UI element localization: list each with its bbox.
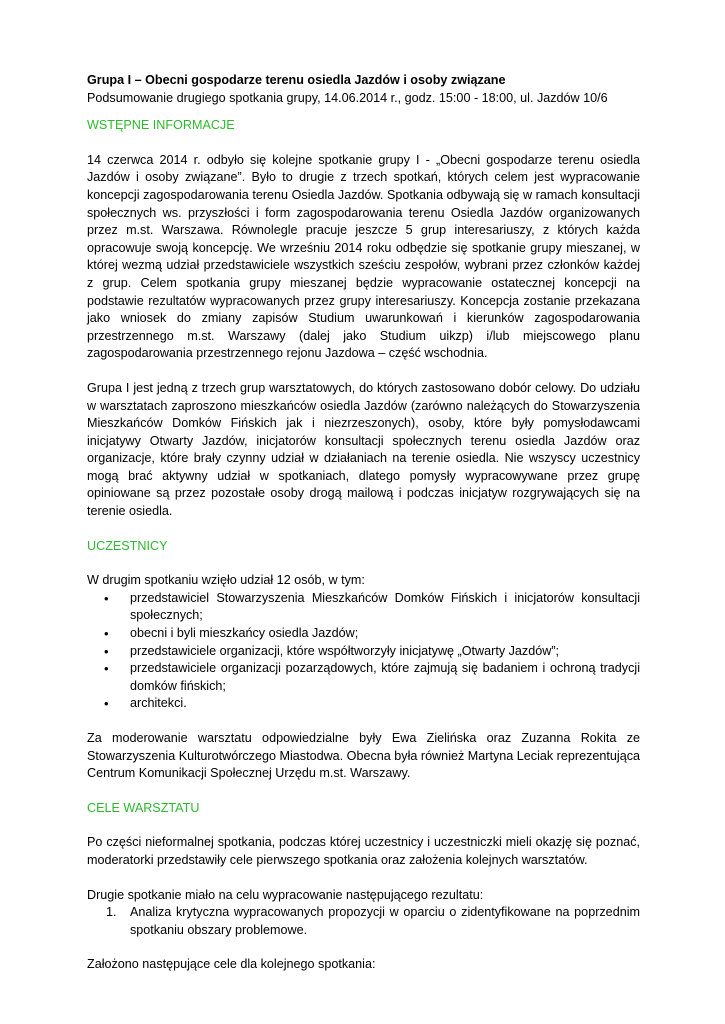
bullet-icon: • (104, 661, 109, 677)
section-heading-goals: CELE WARSZTATU (87, 800, 200, 815)
list-item (104, 625, 640, 643)
intro-paragraph-1: 14 czerwca 2014 r. odbyło się kolejne spotkanie grupy I - „Obecni gospodarze terenu osiedla Jazdów i osoby związane”. Było to drugie z trzech spotkań, których celem jest wypracowanie koncepcji zagospodarowania terenu Osiedla Jazdów. Spotkania odbywają się w ramach konsultacji społecznych ws. przyszłości i form zagospodarowania terenu Osiedla Jazdów organizowanych przez m.st. Warszawa. Równolegle pracuje jeszcze 5 grup interesariuszy, z których każda opracowuje swoją koncepcję. We wrześniu 2014 roku odbędzie się spotkanie grupy mieszanej, w której wezmą udział przedstawiciele wszystkich sześciu zespołów, wybrani przez członków każdej z grup. Celem spotkania grupy mieszanej będzie wypracowanie ostatecznej koncepcji na podstawie rezultatów wypracowanych przez grupy interesariuszy. Koncepcja zostanie przekazana jako wniosek do zmiany zapisów Studium uwarunkowań i kierunków zagospodarowania przestrzennego m.st. Warszawy (dalej jako Studium uikzp) i/lub miejscowego planu zagospodarowania przestrzennego rejonu Jazdowa – część wschodnia. (87, 152, 640, 361)
participants-list (87, 590, 640, 713)
list-item-text: przedstawiciele organizacji pozarządowych, które zajmują się badaniem i ochroną tradycji domków fińskich; (130, 661, 640, 693)
list-item (104, 643, 640, 661)
document-page (87, 72, 640, 991)
section-heading-participants: UCZESTNICY (87, 538, 168, 553)
list-item-text: Analiza krytyczna wypracowanych propozycji w oparciu o zidentyfikowane na poprzednim spotkaniu obszary problemowe. (130, 905, 640, 937)
document-subtitle: Podsumowanie drugiego spotkania grupy, 14.06.2014 r., godz. 15:00 - 18:00, ul. Jazdów 10/6 (87, 90, 608, 105)
document-title: Grupa I – Obecni gospodarze terenu osiedla Jazdów i osoby związane (87, 73, 506, 87)
list-item (104, 590, 640, 625)
list-item-text: obecni i byli mieszkańcy osiedla Jazdów; (130, 626, 359, 641)
bullet-icon: • (104, 696, 109, 712)
bullet-icon: • (104, 626, 109, 642)
goals-paragraph-2: Drugie spotkanie miało na celu wypracowanie następującego rezultatu: (87, 887, 484, 902)
participants-lead: W drugim spotkaniu wzięło udział 12 osób, w tym: (87, 573, 365, 588)
list-item (106, 904, 640, 939)
section-heading-intro: WSTĘPNE INFORMACJE (87, 118, 235, 133)
goals-paragraph-1: Po części nieformalnej spotkania, podczas której uczestnicy i uczestniczki mieli okazję się poznać, moderatorki przedstawiły cele pierwszego spotkania oraz założenia kolejnych warsztatów. (87, 835, 640, 867)
goals-paragraph-3: Założono następujące cele dla kolejnego spotkania: (87, 957, 376, 972)
bullet-icon: • (104, 643, 109, 659)
list-item-text: przedstawiciele organizacji, które współtworzyły inicjatywę „Otwarty Jazdów”; (130, 643, 560, 658)
list-item (104, 660, 640, 695)
list-item (104, 695, 640, 713)
list-item-text: architekci. (130, 696, 187, 711)
moderation-paragraph: Za moderowanie warsztatu odpowiedzialne były Ewa Zielińska oraz Zuzanna Rokita ze Stowarzyszenia Kulturotwórczego Miastodwa. Obecna była również Martyna Leciak reprezentująca Centrum Komunikacji Społecznej Urzędu m.st. Warszawy. (87, 731, 640, 781)
list-item-text: przedstawiciel Stowarzyszenia Mieszkańców Domków Fińskich i inicjatorów konsultacji społecznych; (130, 590, 640, 623)
intro-paragraph-2: Grupa I jest jedną z trzech grup warsztatowych, do których zastosowano dobór celowy. Do udziału w warsztatach zaproszono mieszkańców osiedla Jazdów (zarówno należących do Stowarzyszenia Mieszkańców Domków Fińskich jak i niezrzeszonych), osoby, które były pomysłodawcami inicjatywy Otwarty Jazdów, inicjatorów konsultacji społecznych terenu osiedla Jazdów oraz organizacje, które brały czynny udział w działaniach na terenie osiedla. Nie wszyscy uczestnicy mogą brać aktywny udział w spotkaniach, dlatego pomysły wypracowywane przez grupę opiniowane są przez pozostałe osoby drogą mailową i podczas inicjatyw rozgrywających się na terenie osiedla. (87, 380, 640, 519)
list-number: 1. (106, 905, 117, 920)
bullet-icon: • (104, 590, 109, 606)
goals-numbered-list (87, 904, 640, 939)
